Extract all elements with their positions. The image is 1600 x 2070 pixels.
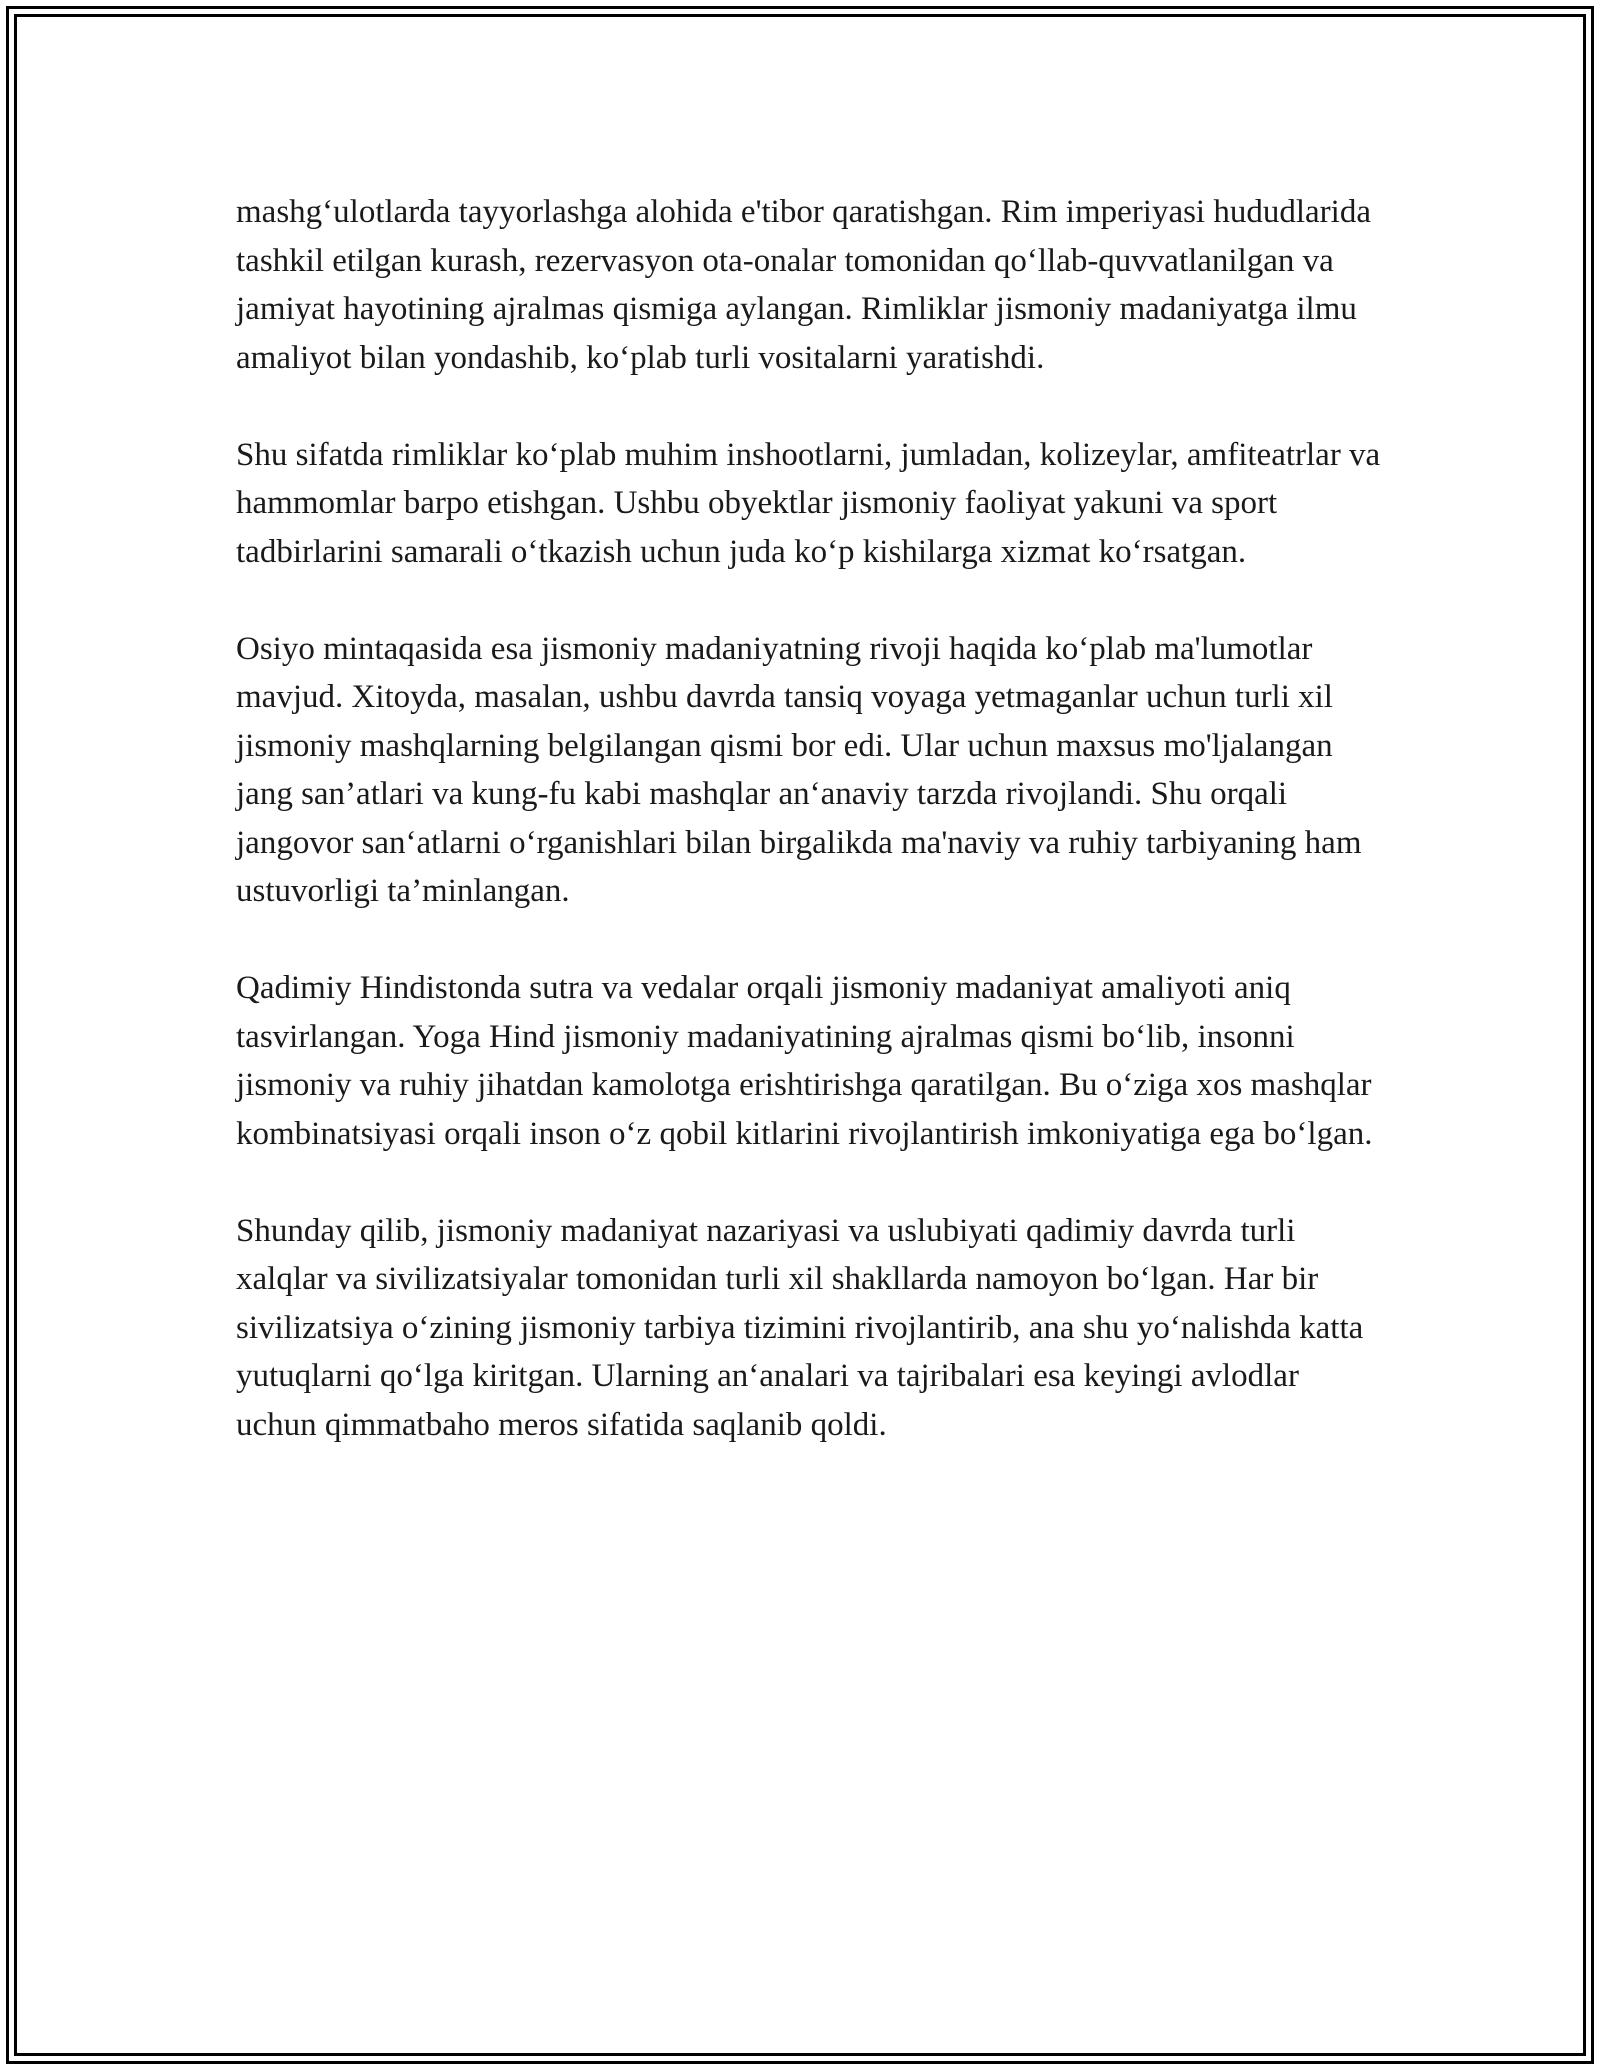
document-body — [236, 188, 1381, 1449]
paragraph-ancient-india-yoga: Qadimiy Hindistonda sutra va vedalar orqali jismoniy madaniyat amaliyoti aniq tasvirlangan. Yoga Hind jismoniy madaniyatining ajralmas qismi bo‘lib, insonni jismoniy va ruhiy jihatdan kamolotga erishtirishga qaratilgan. Bu o‘ziga xos mashqlar kombinatsiyasi orqali inson o‘z qobil kitlarini rivojlantirish imkoniyatiga ega bo‘lgan. — [236, 970, 1373, 1152]
paragraph-asia-china: Osiyo mintaqasida esa jismoniy madaniyatning rivoji haqida ko‘plab ma'lumotlar mavjud. Xitoyda, masalan, ushbu davrda tansiq voyaga yetmaganlar uchun turli xil jismoniy mashqlarning belgilangan qismi bor edi. Ular uchun maxsus mo'ljalangan jang san’atlari va kung-fu kabi mashqlar an‘anaviy tarzda rivojlandi. Shu orqali jangovor san‘atlarni o‘rganishlari bilan birgalikda ma'naviy va ruhiy tarbiyaning ham ustuvorligi ta’minlangan. — [236, 630, 1362, 909]
paragraph-conclusion: Shunday qilib, jismoniy madaniyat nazariyasi va uslubiyati qadimiy davrda turli xalqlar va sivilizatsiyalar tomonidan turli xil shakllarda namoyon bo‘lgan. Har bir sivilizatsiya o‘zining jismoniy tarbiya tizimini rivojlantirib, ana shu yo‘nalishda katta yutuqlarni qo‘lga kiritgan. Ularning an‘analari va tajribalari esa keyingi avlodlar uchun qimmatbaho meros sifatida saqlanib qoldi. — [236, 1212, 1364, 1443]
paragraph-rome-training: mashg‘ulotlarda tayyorlashga alohida e'tibor qaratishgan. Rim imperiyasi hududlarida tashkil etilgan kurash, rezervasyon ota-onalar tomonidan qo‘llab-quvvatlanilgan va jamiyat hayotining ajralmas qismiga aylangan. Rimliklar jismoniy madaniyatga ilmu amaliyot bilan yondashib, ko‘plab turli vositalarni yaratishdi. — [236, 194, 1371, 376]
paragraph-roman-buildings: Shu sifatda rimliklar ko‘plab muhim inshootlarni, jumladan, kolizeylar, amfiteatrlar va hammomlar barpo etishgan. Ushbu obyektlar jismoniy faoliyat yakuni va sport tadbirlarini samarali o‘tkazish uchun juda ko‘p kishilarga xizmat ko‘rsatgan. — [236, 436, 1381, 570]
